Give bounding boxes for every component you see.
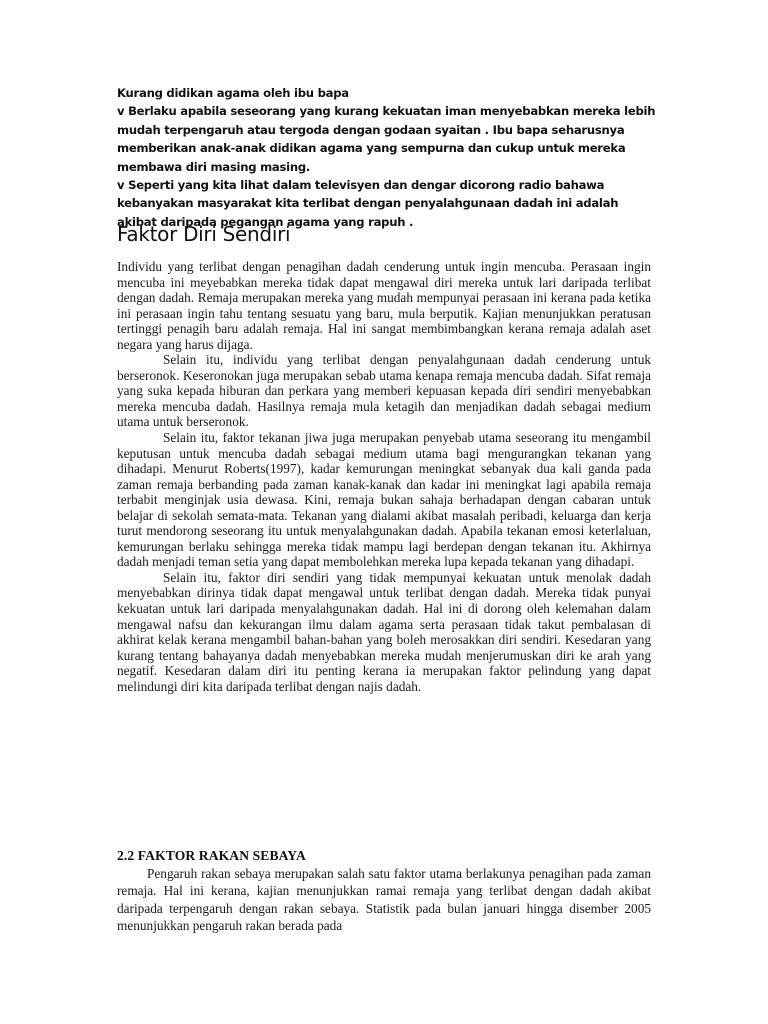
paragraph-3: Selain itu, faktor tekanan jiwa juga merupakan penyebab utama seseorang itu mengambil keputusan untuk mencuba dadah sebagai medium utama bagi mengurangkan tekanan yang dihadapi. Menurut Roberts(1997), kadar kemurungan meningkat sebanyak dua kali ganda pada zaman remaja berbanding pada zaman kanak-kanak dan kadar ini meningkat lagi apabila remaja terbabit menginjak usia dewasa. Kini, remaja bukan sahaja berhadapan dengan cabaran untuk belajar di sekolah semata-mata. Tekanan yang dialami akibat masalah peribadi, keluarga dan kerja turut mendorong seseorang itu untuk menyalahgunakan dadah. Apabila tekanan emosi keterlaluan, kemurungan berlaku sehingga mereka tidak mampu lagi berdepan dengan tekanan itu. Akhirnya dadah menjadi teman setia yang dapat membolehkan mereka lupa kepada tekanan yang dihadapi.: [117, 430, 651, 570]
paragraph-2: Selain itu, individu yang terlibat dengan penyalahgunaan dadah cenderung untuk berseronok. Keseronokan juga merupakan sebab utama kenapa remaja mencuba dadah. Sifat remaja yang suka kepada hiburan dan perkara yang memberi kepuasan kepada diri sendiri menyebabkan mereka mencuba dadah. Hasilnya remaja mula ketagih dan menjadikan dadah sebagai medium utama untuk berseronok.: [117, 352, 651, 430]
paragraph-rakan-sebaya: Pengaruh rakan sebaya merupakan salah satu faktor utama berlakunya penagihan pada zaman remaja. Hal ini kerana, kajian menunjukkan ramai remaja yang terlibat dengan dadah akibat daripada terpengaruh dengan rakan sebaya. Statistik pada bulan januari hingga disember 2005 menunjukkan pengaruh rakan berada pada: [117, 866, 651, 933]
intro-block: [117, 84, 657, 231]
section1-body: [117, 259, 651, 694]
section-heading-rakan-sebaya: 2.2 FAKTOR RAKAN SEBAYA: [117, 848, 306, 863]
intro-title: Kurang didikan agama oleh ibu bapa: [117, 86, 349, 100]
intro-bullet-1: v Berlaku apabila seseorang yang kurang kekuatan iman menyebabkan mereka lebih mudah terpengaruh atau tergoda dengan godaan syaitan . Ibu bapa seharusnya memberikan anak-anak didikan agama yang sempurna dan cukup untuk mereka membawa diri masing masing.: [117, 104, 656, 174]
section2-body: [117, 865, 651, 934]
intro-bullet-2: v Seperti yang kita lihat dalam televisyen dan dengar dicorong radio bahawa kebanyakan masyarakat kita terlibat dengan penyalahgunaan dadah ini adalah akibat daripada pegangan agama yang rapuh .: [117, 178, 619, 229]
paragraph-4: Selain itu, faktor diri sendiri yang tidak mempunyai kekuatan untuk menolak dadah menyebabkan dirinya tidak dapat mengawal untuk terlibat dengan dadah. Mereka tidak punyai kekuatan untuk lari daripada menyalahgunakan dadah. Hal ini di dorong oleh kelemahan dalam mengawal nafsu dan kekurangan ilmu dalam agama serta perasaan tidak takut pembalasan di akhirat kelak kerana mengambil bahan-bahan yang boleh merosakkan diri sendiri. Kesedaran yang kurang tentang bahayanya dadah menyebabkan mereka mudah menjerumuskan diri ke arah yang negatif. Kesedaran dalam diri itu penting kerana ia merupakan faktor pelindung yang dapat melindungi diri kita daripada terlibat dengan najis dadah.: [117, 569, 651, 694]
paragraph-1: Individu yang terlibat dengan penagihan dadah cenderung untuk ingin mencuba. Perasaan ingin mencuba ini meyebabkan mereka tidak dapat mengawal diri mereka untuk lari daripada terlibat dengan dadah. Remaja merupakan mereka yang mudah mempunyai perasaan ini kerana pada ketika ini perasaan ingin tahu tentang sesuatu yang baru, mula berputik. Kajian menunjukkan peratusan tertinggi penagih baru adalah remaja. Hal ini sangat membimbangkan kerana remaja adalah aset negara yang harus dijaga.: [117, 259, 651, 352]
section-heading-faktor-diri-sendiri: Faktor Diri Sendiri: [117, 222, 291, 246]
